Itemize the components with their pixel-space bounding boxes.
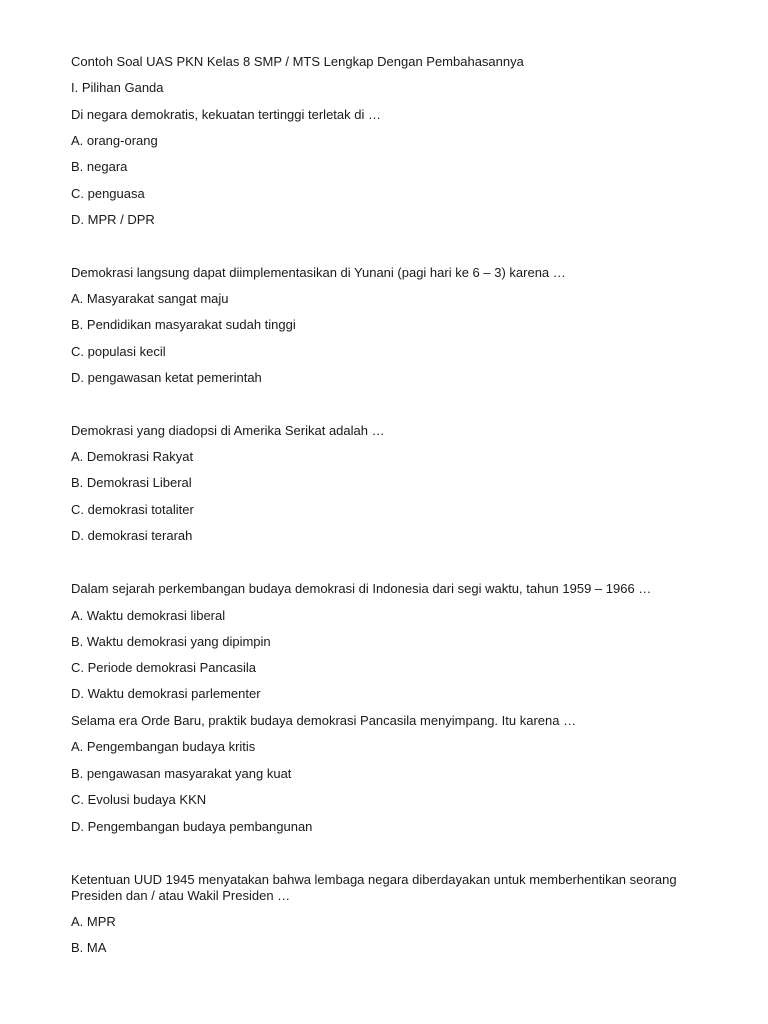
question-4-option-a: A. Waktu demokrasi liberal [71,608,226,623]
question-6-option-a: A. MPR [71,914,116,929]
question-2-option-a: A. Masyarakat sangat maju [71,291,229,306]
question-3-option-b: B. Demokrasi Liberal [71,475,192,490]
question-5-option-a: A. Pengembangan budaya kritis [71,739,256,754]
question-3-text: Demokrasi yang diadopsi di Amerika Serikat adalah … [71,423,385,438]
section-heading: I. Pilihan Ganda [71,80,164,95]
question-4-option-b: B. Waktu demokrasi yang dipimpin [71,634,271,649]
question-6-option-b: B. MA [71,940,107,955]
question-3-option-a: A. Demokrasi Rakyat [71,449,194,464]
document-title: Contoh Soal UAS PKN Kelas 8 SMP / MTS Lengkap Dengan Pembahasannya [71,54,524,69]
question-4-text: Dalam sejarah perkembangan budaya demokrasi di Indonesia dari segi waktu, tahun 1959 – 1966 … [71,581,652,596]
question-5-option-c: C. Evolusi budaya KKN [71,792,207,807]
question-2-option-b: B. Pendidikan masyarakat sudah tinggi [71,317,296,332]
question-3-option-d: D. demokrasi terarah [71,528,193,543]
question-4-option-c: C. Periode demokrasi Pancasila [71,660,256,675]
question-1-option-d: D. MPR / DPR [71,212,155,227]
question-2-option-c: C. populasi kecil [71,344,166,359]
question-1-option-b: B. negara [71,159,128,174]
question-2-text: Demokrasi langsung dapat diimplementasikan di Yunani (pagi hari ke 6 – 3) karena … [71,265,566,280]
question-1-option-c: C. penguasa [71,186,145,201]
question-1-option-a: A. orang-orang [71,133,158,148]
question-5-text: Selama era Orde Baru, praktik budaya demokrasi Pancasila menyimpang. Itu karena … [71,713,577,728]
question-4-option-d: D. Waktu demokrasi parlementer [71,686,261,701]
question-3-option-c: C. demokrasi totaliter [71,502,194,517]
question-2-option-d: D. pengawasan ketat pemerintah [71,370,262,385]
question-5-option-b: B. pengawasan masyarakat yang kuat [71,766,292,781]
question-6-text: Ketentuan UUD 1945 menyatakan bahwa lembaga negara diberdayakan untuk memberhentikan seorang Presiden dan / atau Wakil Presiden … [71,872,677,903]
question-1-text: Di negara demokratis, kekuatan tertinggi terletak di … [71,107,381,122]
question-5-option-d: D. Pengembangan budaya pembangunan [71,819,313,834]
